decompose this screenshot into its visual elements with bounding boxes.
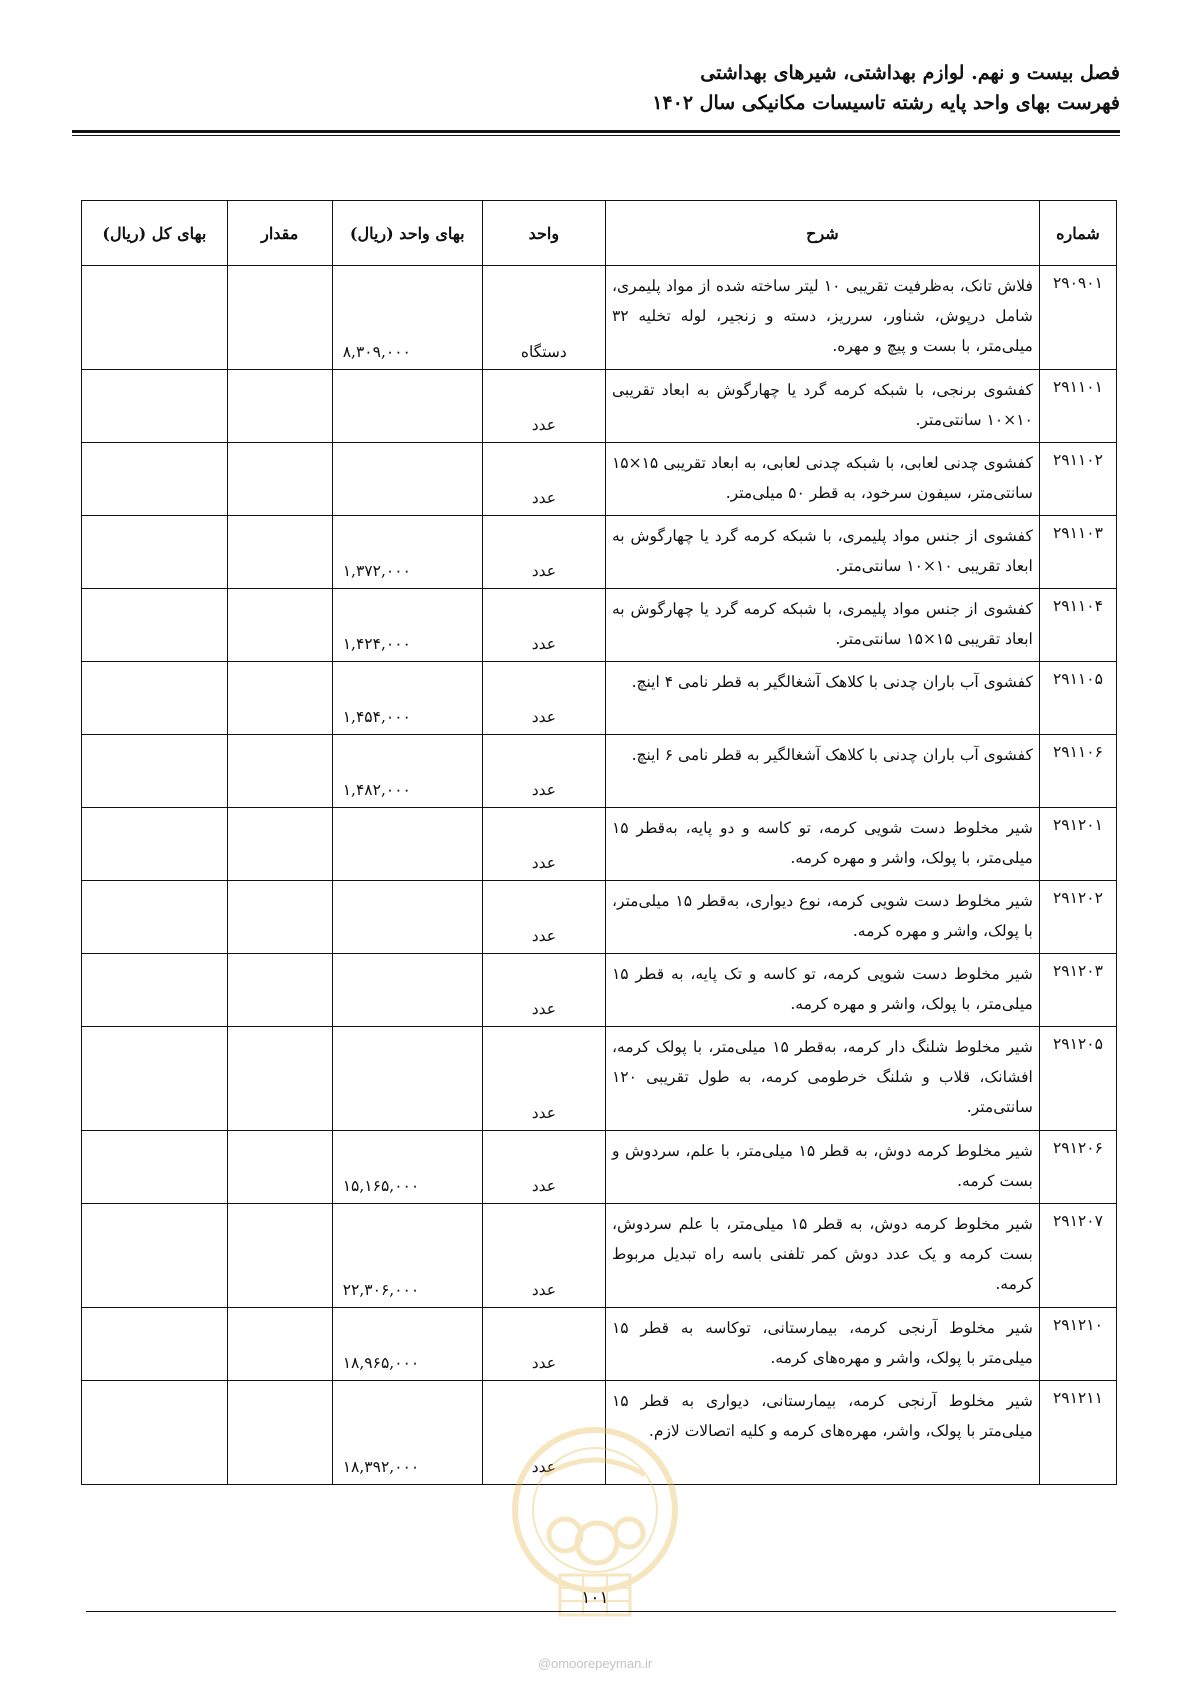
table-row	[82, 1027, 1117, 1131]
header-rule-thick	[72, 130, 1120, 133]
table-row	[82, 1131, 1117, 1204]
item-total[interactable]	[82, 1381, 228, 1485]
item-unit: عدد	[482, 1131, 605, 1204]
item-total[interactable]	[82, 1027, 228, 1131]
item-total[interactable]	[82, 1204, 228, 1308]
item-total[interactable]	[82, 370, 228, 443]
item-quantity[interactable]	[227, 589, 332, 662]
item-total[interactable]	[82, 589, 228, 662]
item-code: ۲۹۱۲۱۰	[1039, 1308, 1116, 1381]
item-unit: عدد	[482, 1381, 605, 1485]
item-quantity[interactable]	[227, 808, 332, 881]
item-description: شیر مخلوط شلنگ دار کرمه، به‌قطر ۱۵ میلی‌متر، با پولک کرمه، افشانک، قلاب و شلنگ خرطومی کرمه، به طول تقریبی ۱۲۰ سانتی‌متر.	[605, 1027, 1039, 1131]
table-row	[82, 735, 1117, 808]
item-code: ۲۹۱۲۰۷	[1039, 1204, 1116, 1308]
item-total[interactable]	[82, 443, 228, 516]
item-code: ۲۹۱۱۰۳	[1039, 516, 1116, 589]
item-description: شیر مخلوط کرمه دوش، به قطر ۱۵ میلی‌متر، با علم، سردوش و بست کرمه.	[605, 1131, 1039, 1204]
item-quantity[interactable]	[227, 1381, 332, 1485]
table-row	[82, 662, 1117, 735]
item-unit: عدد	[482, 881, 605, 954]
item-unit: عدد	[482, 1308, 605, 1381]
item-code: ۲۹۱۲۰۱	[1039, 808, 1116, 881]
item-unit: عدد	[482, 589, 605, 662]
table-row	[82, 954, 1117, 1027]
item-unit: عدد	[482, 443, 605, 516]
col-header-total: بهای کل (ریال)	[82, 201, 228, 266]
item-description: شیر مخلوط آرنجی کرمه، بیمارستانی، دیواری به قطر ۱۵ میلی‌متر با پولک، واشر، مهره‌های کرمه و کلیه اتصالات لازم.	[605, 1381, 1039, 1485]
col-header-desc: شرح	[605, 201, 1039, 266]
table-row	[82, 443, 1117, 516]
item-unit: دستگاه	[482, 266, 605, 370]
item-unit: عدد	[482, 370, 605, 443]
item-total[interactable]	[82, 662, 228, 735]
table-row	[82, 881, 1117, 954]
item-code: ۲۹۱۲۰۵	[1039, 1027, 1116, 1131]
site-watermark: @omoorepeyman.ir	[537, 1656, 653, 1671]
item-unit: عدد	[482, 662, 605, 735]
item-description: شیر مخلوط دست شویی کرمه، نوع دیواری، به‌قطر ۱۵ میلی‌متر، با پولک، واشر و مهره کرمه.	[605, 881, 1039, 954]
item-total[interactable]	[82, 735, 228, 808]
item-description: شیر مخلوط آرنجی کرمه، بیمارستانی، توکاسه به قطر ۱۵ میلی‌متر با پولک، واشر و مهره‌های کرمه.	[605, 1308, 1039, 1381]
item-description: شیر مخلوط کرمه دوش، به قطر ۱۵ میلی‌متر، با علم سردوش، بست کرمه و یک عدد دوش کمر تلفنی باسه راه تبدیل مربوط کرمه.	[605, 1204, 1039, 1308]
item-quantity[interactable]	[227, 1308, 332, 1381]
item-quantity[interactable]	[227, 1204, 332, 1308]
item-unit-price: ۱۸,۹۶۵,۰۰۰	[332, 1308, 482, 1381]
item-total[interactable]	[82, 516, 228, 589]
item-unit-price: ۱,۴۸۲,۰۰۰	[332, 735, 482, 808]
item-quantity[interactable]	[227, 1131, 332, 1204]
item-unit-price	[332, 443, 482, 516]
item-code: ۲۹۱۱۰۴	[1039, 589, 1116, 662]
table-row	[82, 516, 1117, 589]
item-total[interactable]	[82, 881, 228, 954]
page-number: ۱۰۱	[581, 1588, 609, 1608]
item-unit: عدد	[482, 1204, 605, 1308]
item-quantity[interactable]	[227, 881, 332, 954]
item-unit: عدد	[482, 516, 605, 589]
item-total[interactable]	[82, 808, 228, 881]
col-header-unit: واحد	[482, 201, 605, 266]
price-list-table	[81, 200, 1117, 1485]
col-header-unit-price: بهای واحد (ریال)	[332, 201, 482, 266]
item-description: کفشوی از جنس مواد پلیمری، با شبکه کرمه گرد یا چهارگوش به ابعاد تقریبی ۱۵×۱۵ سانتی‌متر.	[605, 589, 1039, 662]
item-total[interactable]	[82, 1131, 228, 1204]
item-unit-price	[332, 808, 482, 881]
item-description: شیر مخلوط دست شویی کرمه، تو کاسه و دو پایه، به‌قطر ۱۵ میلی‌متر، با پولک، واشر و مهره کرمه.	[605, 808, 1039, 881]
header-rule-thin	[72, 135, 1120, 136]
table-row	[82, 1308, 1117, 1381]
document-title: فهرست بهای واحد پایه رشته تاسیسات مکانیکی سال ۱۴۰۲	[652, 92, 1120, 114]
item-total[interactable]	[82, 954, 228, 1027]
col-header-code: شماره	[1039, 201, 1116, 266]
page-header	[70, 58, 1120, 118]
item-unit: عدد	[482, 735, 605, 808]
item-code: ۲۹۱۱۰۵	[1039, 662, 1116, 735]
item-code: ۲۹۱۲۱۱	[1039, 1381, 1116, 1485]
item-unit-price	[332, 954, 482, 1027]
item-quantity[interactable]	[227, 662, 332, 735]
item-unit-price: ۱۵,۱۶۵,۰۰۰	[332, 1131, 482, 1204]
table-row	[82, 266, 1117, 370]
col-header-qty: مقدار	[227, 201, 332, 266]
item-code: ۲۹۱۱۰۶	[1039, 735, 1116, 808]
item-code: ۲۹۱۲۰۶	[1039, 1131, 1116, 1204]
item-code: ۲۹۱۱۰۲	[1039, 443, 1116, 516]
item-quantity[interactable]	[227, 735, 332, 808]
item-unit-price: ۱۸,۳۹۲,۰۰۰	[332, 1381, 482, 1485]
item-description: کفشوی آب باران چدنی با کلاهک آشغالگیر به قطر نامی ۴ اینچ.	[605, 662, 1039, 735]
item-description: کفشوی آب باران چدنی با کلاهک آشغالگیر به قطر نامی ۶ اینچ.	[605, 735, 1039, 808]
item-quantity[interactable]	[227, 370, 332, 443]
item-unit: عدد	[482, 808, 605, 881]
item-quantity[interactable]	[227, 1027, 332, 1131]
item-quantity[interactable]	[227, 266, 332, 370]
table-row	[82, 1204, 1117, 1308]
chapter-title: فصل بیست و نهم. لوازم بهداشتی، شیرهای بهداشتی	[700, 62, 1120, 84]
item-code: ۲۹۱۲۰۳	[1039, 954, 1116, 1027]
item-unit-price: ۱,۳۷۲,۰۰۰	[332, 516, 482, 589]
table-row	[82, 589, 1117, 662]
item-unit-price: ۱,۴۵۴,۰۰۰	[332, 662, 482, 735]
item-unit-price	[332, 370, 482, 443]
item-description: کفشوی از جنس مواد پلیمری، با شبکه کرمه گرد یا چهارگوش به ابعاد تقریبی ۱۰×۱۰ سانتی‌متر.	[605, 516, 1039, 589]
item-unit: عدد	[482, 954, 605, 1027]
item-code: ۲۹۱۲۰۲	[1039, 881, 1116, 954]
item-total[interactable]	[82, 1308, 228, 1381]
item-code: ۲۹۱۱۰۱	[1039, 370, 1116, 443]
item-quantity[interactable]	[227, 443, 332, 516]
table-row	[82, 808, 1117, 881]
table-row	[82, 370, 1117, 443]
item-unit-price	[332, 1027, 482, 1131]
item-quantity[interactable]	[227, 954, 332, 1027]
item-unit: عدد	[482, 1027, 605, 1131]
item-description: شیر مخلوط دست شویی کرمه، تو کاسه و تک پایه، به قطر ۱۵ میلی‌متر، با پولک، واشر و مهره کرمه.	[605, 954, 1039, 1027]
item-description: کفشوی چدنی لعابی، با شبکه چدنی لعابی، به ابعاد تقریبی ۱۵×۱۵ سانتی‌متر، سیفون سرخود، به قطر ۵۰ میلی‌متر.	[605, 443, 1039, 516]
item-total[interactable]	[82, 266, 228, 370]
item-unit-price: ۸,۳۰۹,۰۰۰	[332, 266, 482, 370]
footer-rule	[86, 1611, 1116, 1612]
item-unit-price: ۱,۴۲۴,۰۰۰	[332, 589, 482, 662]
item-description: کفشوی برنجی، با شبکه کرمه گرد یا چهارگوش به ابعاد تقریبی ۱۰×۱۰ سانتی‌متر.	[605, 370, 1039, 443]
item-unit-price	[332, 881, 482, 954]
item-unit-price: ۲۲,۳۰۶,۰۰۰	[332, 1204, 482, 1308]
item-quantity[interactable]	[227, 516, 332, 589]
item-description: فلاش تانک، به‌ظرفیت تقریبی ۱۰ لیتر ساخته شده از مواد پلیمری، شامل درپوش، شناور، سرریز، دسته و زنجیر، لوله تخلیه ۳۲ میلی‌متر، با بست و پیچ و مهره.	[605, 266, 1039, 370]
item-code: ۲۹۰۹۰۱	[1039, 266, 1116, 370]
table-header-row	[82, 201, 1117, 266]
